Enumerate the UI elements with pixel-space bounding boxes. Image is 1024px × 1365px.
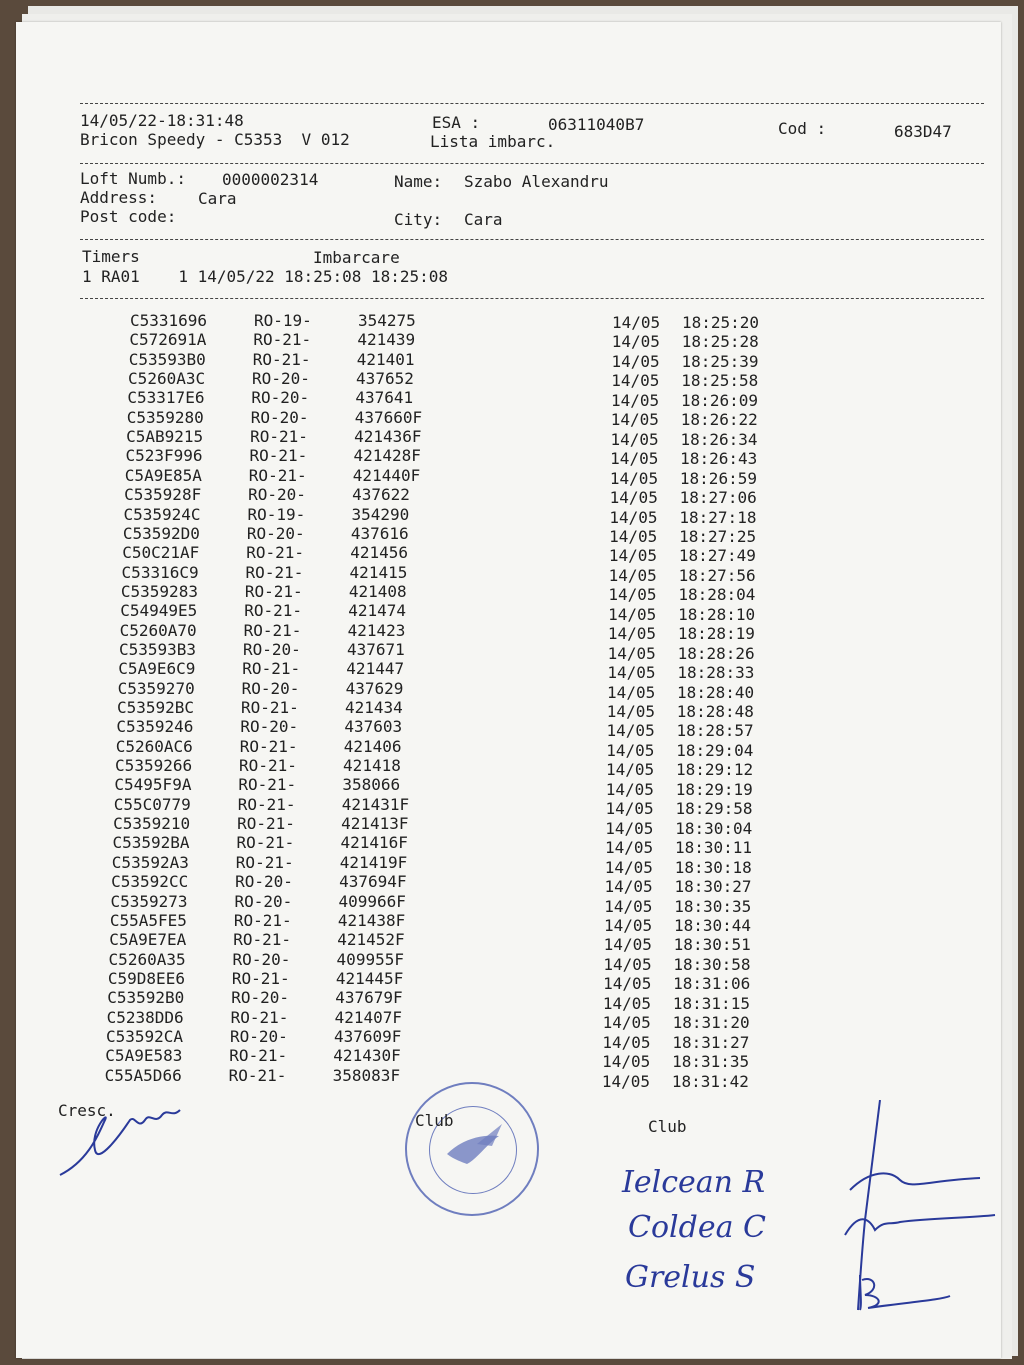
chip-id: C535924C bbox=[123, 504, 201, 524]
chip-id: C5359273 bbox=[110, 891, 188, 911]
arrival-time: 18:26:09 bbox=[680, 390, 759, 410]
chip-id: C5260A35 bbox=[108, 949, 186, 969]
arrival-time: 18:26:43 bbox=[680, 449, 758, 469]
ring-number: 437671 bbox=[346, 639, 405, 659]
ring-prefix: RO-21- bbox=[250, 427, 308, 447]
arrival-time: 18:31:27 bbox=[672, 1032, 750, 1052]
dove-icon bbox=[407, 1084, 537, 1214]
arrival-date: 14/05 bbox=[608, 565, 657, 585]
chip-id: C572691A bbox=[129, 330, 207, 350]
chip-id: C535928F bbox=[124, 485, 202, 505]
device-info: Bricon Speedy - C5353 V 012 bbox=[80, 130, 350, 149]
arrival-date: 14/05 bbox=[604, 877, 653, 897]
ring-number: 421430F bbox=[333, 1046, 401, 1066]
ring-number: 421408 bbox=[348, 581, 407, 601]
arrival-time: 18:29:58 bbox=[675, 799, 753, 819]
ring-prefix: RO-21- bbox=[239, 756, 297, 776]
esa-value: 06311040B7 bbox=[548, 115, 645, 134]
ring-number: 354290 bbox=[351, 504, 410, 524]
chip-id: C50C21AF bbox=[122, 543, 200, 563]
ring-number: 421407F bbox=[334, 1007, 403, 1027]
arrival-date: 14/05 bbox=[606, 740, 655, 760]
ring-number: 354275 bbox=[358, 311, 416, 330]
breeder-signature bbox=[50, 1090, 200, 1190]
ring-number: 421406 bbox=[343, 736, 402, 756]
loft-label: Loft Numb.: bbox=[80, 169, 186, 188]
arrival-date: 14/05 bbox=[610, 390, 660, 410]
ring-prefix: RO-21- bbox=[241, 698, 299, 717]
ring-number: 437641 bbox=[355, 388, 414, 408]
arrival-time: 18:30:27 bbox=[674, 877, 752, 897]
ring-prefix: RO-21- bbox=[229, 1046, 288, 1066]
chip-id: C55A5D66 bbox=[104, 1065, 182, 1085]
header-datetime: 14/05/22-18:31:48 bbox=[80, 111, 244, 130]
chip-id: C55C0779 bbox=[113, 794, 191, 814]
ring-prefix: RO-21- bbox=[233, 930, 291, 950]
arrival-time: 18:30:11 bbox=[674, 838, 753, 858]
arrival-date: 14/05 bbox=[601, 1071, 651, 1091]
ring-number: 421415 bbox=[349, 562, 408, 582]
arrival-date: 14/05 bbox=[611, 332, 660, 352]
arrival-time: 18:26:34 bbox=[680, 429, 758, 449]
chip-id: C5331696 bbox=[130, 311, 208, 330]
arrival-time: 18:28:57 bbox=[676, 721, 754, 741]
ring-prefix: RO-21- bbox=[233, 910, 292, 930]
chip-id: C53317E6 bbox=[127, 388, 205, 408]
signature-name-3: Grelus S bbox=[625, 1260, 756, 1295]
arrival-time: 18:28:19 bbox=[677, 624, 755, 644]
ring-number: 437679F bbox=[335, 988, 403, 1008]
ring-prefix: RO-21- bbox=[236, 833, 295, 853]
arrival-time: 18:28:04 bbox=[678, 585, 756, 605]
chip-id: C5359246 bbox=[116, 717, 194, 737]
cod-value: 683D47 bbox=[894, 122, 952, 141]
city-label: City: bbox=[394, 210, 443, 229]
ring-prefix: RO-21- bbox=[252, 349, 311, 369]
ring-number: 437616 bbox=[350, 523, 409, 543]
timers-label: Timers bbox=[82, 247, 140, 266]
ring-prefix: RO-21- bbox=[253, 330, 312, 350]
arrival-date: 14/05 bbox=[602, 1013, 651, 1033]
timer-line: 1 RA01 1 14/05/22 18:25:08 18:25:08 bbox=[82, 267, 449, 286]
ring-prefix: RO-19- bbox=[254, 311, 312, 330]
ring-number: 421439 bbox=[357, 330, 416, 350]
postcode-label: Post code: bbox=[80, 207, 177, 226]
chip-id: C59D8EE6 bbox=[107, 968, 185, 988]
ring-prefix: RO-21- bbox=[245, 562, 304, 582]
club-label-left: Club bbox=[415, 1111, 454, 1130]
ring-number: 421445F bbox=[335, 968, 404, 988]
ring-number: 358066 bbox=[342, 775, 401, 795]
arrival-date: 14/05 bbox=[610, 410, 659, 430]
arrival-date: 14/05 bbox=[609, 488, 658, 508]
arrival-time: 18:28:10 bbox=[678, 604, 756, 624]
ring-number: 437603 bbox=[344, 717, 403, 737]
ring-prefix: RO-20- bbox=[235, 872, 293, 892]
ring-prefix: RO-20- bbox=[246, 523, 305, 543]
arrival-date: 14/05 bbox=[607, 663, 656, 683]
ring-prefix: RO-21- bbox=[230, 1007, 289, 1027]
ring-number: 437660F bbox=[354, 407, 423, 427]
arrival-time: 18:30:04 bbox=[675, 818, 753, 838]
arrival-date: 14/05 bbox=[606, 702, 655, 721]
chip-id: C53592D0 bbox=[122, 523, 200, 543]
arrival-date: 14/05 bbox=[611, 371, 660, 391]
esa-label: ESA : bbox=[432, 113, 481, 132]
ring-number: 409955F bbox=[336, 949, 404, 969]
arrival-time: 18:31:42 bbox=[671, 1071, 749, 1091]
ring-prefix: RO-21- bbox=[231, 968, 290, 988]
ring-number: 421452F bbox=[337, 930, 405, 950]
ring-prefix: RO-21- bbox=[249, 446, 308, 466]
arrival-date: 14/05 bbox=[606, 760, 655, 780]
arrival-date: 14/05 bbox=[608, 585, 657, 605]
chip-id: C5260AC6 bbox=[115, 736, 193, 756]
ring-number: 421438F bbox=[337, 910, 406, 930]
member-signatures bbox=[830, 1100, 1010, 1320]
arrival-time: 18:30:18 bbox=[674, 857, 752, 877]
chip-id: C53592BA bbox=[112, 833, 190, 853]
chip-id: C53592B0 bbox=[107, 988, 185, 1008]
chip-id: C5359210 bbox=[113, 814, 191, 834]
arrival-time: 18:31:35 bbox=[672, 1052, 750, 1072]
ring-number: 437622 bbox=[352, 485, 410, 505]
ring-number: 421436F bbox=[354, 427, 422, 447]
arrival-time: 18:28:26 bbox=[677, 643, 755, 663]
divider bbox=[80, 103, 984, 104]
divider bbox=[80, 163, 984, 164]
arrival-time: 18:27:06 bbox=[679, 488, 757, 508]
ring-prefix: RO-21- bbox=[242, 659, 301, 679]
arrival-time: 18:25:39 bbox=[681, 351, 759, 371]
ring-prefix: RO-21- bbox=[243, 620, 302, 640]
arrival-date: 14/05 bbox=[602, 993, 652, 1013]
chip-id: C5495F9A bbox=[114, 775, 192, 795]
ring-prefix: RO-21- bbox=[244, 581, 303, 601]
arrival-time: 18:31:15 bbox=[672, 993, 750, 1013]
loft-value: 0000002314 bbox=[222, 170, 319, 189]
arrival-date: 14/05 bbox=[605, 799, 654, 819]
chip-id: C5A9E6C9 bbox=[118, 659, 196, 679]
ring-number: 437652 bbox=[356, 369, 414, 389]
arrival-time: 18:25:20 bbox=[682, 313, 760, 332]
ring-prefix: RO-20- bbox=[232, 949, 291, 969]
signature-name-1: Ielcean R bbox=[622, 1165, 766, 1200]
ring-prefix: RO-20- bbox=[241, 678, 300, 698]
chip-id: C53593B3 bbox=[118, 639, 196, 659]
arrival-date: 14/05 bbox=[603, 915, 653, 935]
arrival-date: 14/05 bbox=[609, 526, 658, 546]
ring-prefix: RO-21- bbox=[238, 775, 297, 795]
ring-number: 421418 bbox=[343, 756, 401, 776]
arrival-date: 14/05 bbox=[605, 779, 654, 799]
arrival-date: 14/05 bbox=[610, 449, 659, 469]
arrival-time: 18:30:35 bbox=[674, 896, 752, 916]
chip-id: C54949E5 bbox=[120, 601, 198, 621]
club-label-right: Club bbox=[648, 1117, 687, 1136]
ring-prefix: RO-21- bbox=[248, 465, 307, 485]
ring-number: 421474 bbox=[348, 601, 407, 621]
arrival-time: 18:26:59 bbox=[679, 468, 757, 488]
document-type: Lista imbarc. bbox=[430, 132, 556, 151]
chip-id: C5359270 bbox=[117, 678, 195, 698]
arrival-date: 14/05 bbox=[611, 351, 660, 371]
chip-id: C53592A3 bbox=[111, 852, 189, 872]
arrival-date: 14/05 bbox=[603, 974, 652, 994]
chip-id: C53316C9 bbox=[121, 562, 199, 582]
ring-prefix: RO-20- bbox=[234, 891, 293, 911]
arrival-date: 14/05 bbox=[604, 857, 653, 877]
arrival-time: 18:27:56 bbox=[678, 565, 756, 585]
arrival-time: 18:27:49 bbox=[678, 546, 756, 566]
divider bbox=[80, 298, 984, 299]
arrival-time: 18:30:58 bbox=[673, 954, 751, 974]
chip-id: C5AB9215 bbox=[126, 427, 204, 447]
chip-id: C53592CC bbox=[111, 872, 189, 892]
arrival-date: 14/05 bbox=[612, 313, 661, 332]
ring-prefix: RO-20- bbox=[248, 485, 306, 505]
breeder-label: Cresc. bbox=[58, 1101, 116, 1120]
ring-prefix: RO-21- bbox=[239, 736, 298, 756]
signature-name-2: Coldea C bbox=[628, 1210, 766, 1245]
ring-prefix: RO-20- bbox=[242, 639, 301, 659]
arrival-date: 14/05 bbox=[608, 604, 657, 624]
arrival-date: 14/05 bbox=[610, 429, 659, 449]
chip-id: C5238DD6 bbox=[106, 1007, 184, 1027]
arrival-date: 14/05 bbox=[605, 818, 654, 838]
arrival-time: 18:31:06 bbox=[673, 974, 751, 994]
ring-number: 421423 bbox=[347, 620, 406, 640]
ring-prefix: RO-21- bbox=[237, 814, 295, 834]
ring-number: 421434 bbox=[345, 698, 403, 717]
ring-number: 421447 bbox=[346, 659, 405, 679]
arrival-date: 14/05 bbox=[603, 935, 652, 955]
chip-id: C523F996 bbox=[125, 446, 203, 466]
ring-number: 358083F bbox=[332, 1065, 401, 1085]
ring-prefix: RO-20- bbox=[250, 407, 309, 427]
chip-id: C5359280 bbox=[126, 407, 204, 427]
chip-id: C53592CA bbox=[105, 1026, 183, 1046]
chip-id: C5260A70 bbox=[119, 620, 197, 640]
arrival-date: 14/05 bbox=[609, 468, 659, 488]
chip-id: C5A9E583 bbox=[105, 1046, 183, 1066]
arrival-time: 18:28:48 bbox=[676, 702, 754, 721]
ring-number: 421456 bbox=[350, 543, 408, 563]
arrival-time: 18:29:04 bbox=[676, 740, 754, 760]
chip-id: C55A5FE5 bbox=[109, 910, 187, 930]
ring-number: 421440F bbox=[352, 465, 421, 485]
arrival-date: 14/05 bbox=[604, 838, 654, 858]
ring-number: 437629 bbox=[345, 678, 404, 698]
arrival-date: 14/05 bbox=[602, 1032, 651, 1052]
arrival-date: 14/05 bbox=[602, 1052, 651, 1072]
arrival-time: 18:31:20 bbox=[672, 1013, 750, 1033]
ring-number: 437609F bbox=[333, 1026, 402, 1046]
imbarcare-label: Imbarcare bbox=[313, 248, 400, 267]
address-value: Cara bbox=[198, 189, 237, 208]
name-label: Name: bbox=[394, 172, 443, 191]
arrival-date: 14/05 bbox=[603, 954, 652, 974]
cod-label: Cod : bbox=[778, 119, 827, 138]
ring-number: 421401 bbox=[356, 349, 415, 369]
divider bbox=[80, 239, 984, 240]
arrival-time: 18:25:28 bbox=[681, 332, 759, 352]
arrival-date: 14/05 bbox=[609, 507, 658, 527]
arrival-date: 14/05 bbox=[607, 643, 656, 663]
ring-number: 421431F bbox=[341, 794, 410, 814]
arrival-date: 14/05 bbox=[606, 721, 655, 741]
ring-prefix: RO-20- bbox=[251, 388, 310, 408]
arrival-time: 18:30:44 bbox=[673, 915, 751, 935]
ring-prefix: RO-21- bbox=[237, 794, 296, 814]
arrival-date: 14/05 bbox=[607, 624, 656, 644]
ring-prefix: RO-21- bbox=[228, 1065, 287, 1085]
arrival-time: 18:29:19 bbox=[675, 779, 753, 799]
ring-number: 421428F bbox=[353, 446, 421, 466]
chip-id: C5A9E85A bbox=[124, 465, 202, 485]
chip-id: C5A9E7EA bbox=[109, 930, 187, 950]
name-value: Szabo Alexandru bbox=[464, 172, 609, 191]
arrival-time: 18:28:33 bbox=[677, 663, 755, 683]
arrival-date: 14/05 bbox=[604, 896, 653, 916]
arrival-time: 18:27:25 bbox=[679, 526, 757, 546]
arrival-date: 14/05 bbox=[607, 682, 656, 702]
ring-number: 421416F bbox=[340, 833, 408, 853]
arrival-time: 18:25:58 bbox=[681, 371, 759, 391]
arrival-date: 14/05 bbox=[608, 546, 658, 566]
arrival-time: 18:28:40 bbox=[677, 682, 755, 702]
ring-number: 421413F bbox=[341, 814, 409, 834]
chip-id: C5359266 bbox=[115, 756, 193, 776]
ring-prefix: RO-21- bbox=[235, 852, 294, 872]
ring-prefix: RO-20- bbox=[240, 717, 299, 737]
arrival-time: 18:26:22 bbox=[680, 410, 758, 430]
chip-id: C53592BC bbox=[117, 698, 195, 717]
arrival-time: 18:27:18 bbox=[679, 507, 757, 527]
ring-prefix: RO-21- bbox=[244, 601, 303, 621]
ring-prefix: RO-19- bbox=[247, 504, 306, 524]
chip-id: C5260A3C bbox=[128, 369, 206, 389]
club-stamp bbox=[405, 1082, 539, 1216]
chip-id: C53593B0 bbox=[128, 349, 206, 369]
arrival-time: 18:29:12 bbox=[676, 760, 754, 780]
arrival-time: 18:30:51 bbox=[673, 935, 751, 955]
chip-id: C5359283 bbox=[120, 581, 198, 601]
ring-prefix: RO-20- bbox=[252, 369, 310, 389]
city-value: Cara bbox=[464, 210, 503, 229]
ring-number: 437694F bbox=[339, 872, 407, 892]
ring-prefix: RO-20- bbox=[229, 1026, 288, 1046]
ring-prefix: RO-20- bbox=[231, 988, 290, 1008]
address-label: Address: bbox=[80, 188, 158, 207]
ring-number: 421419F bbox=[339, 852, 408, 872]
ring-prefix: RO-21- bbox=[246, 543, 304, 563]
ring-number: 409966F bbox=[338, 891, 406, 911]
